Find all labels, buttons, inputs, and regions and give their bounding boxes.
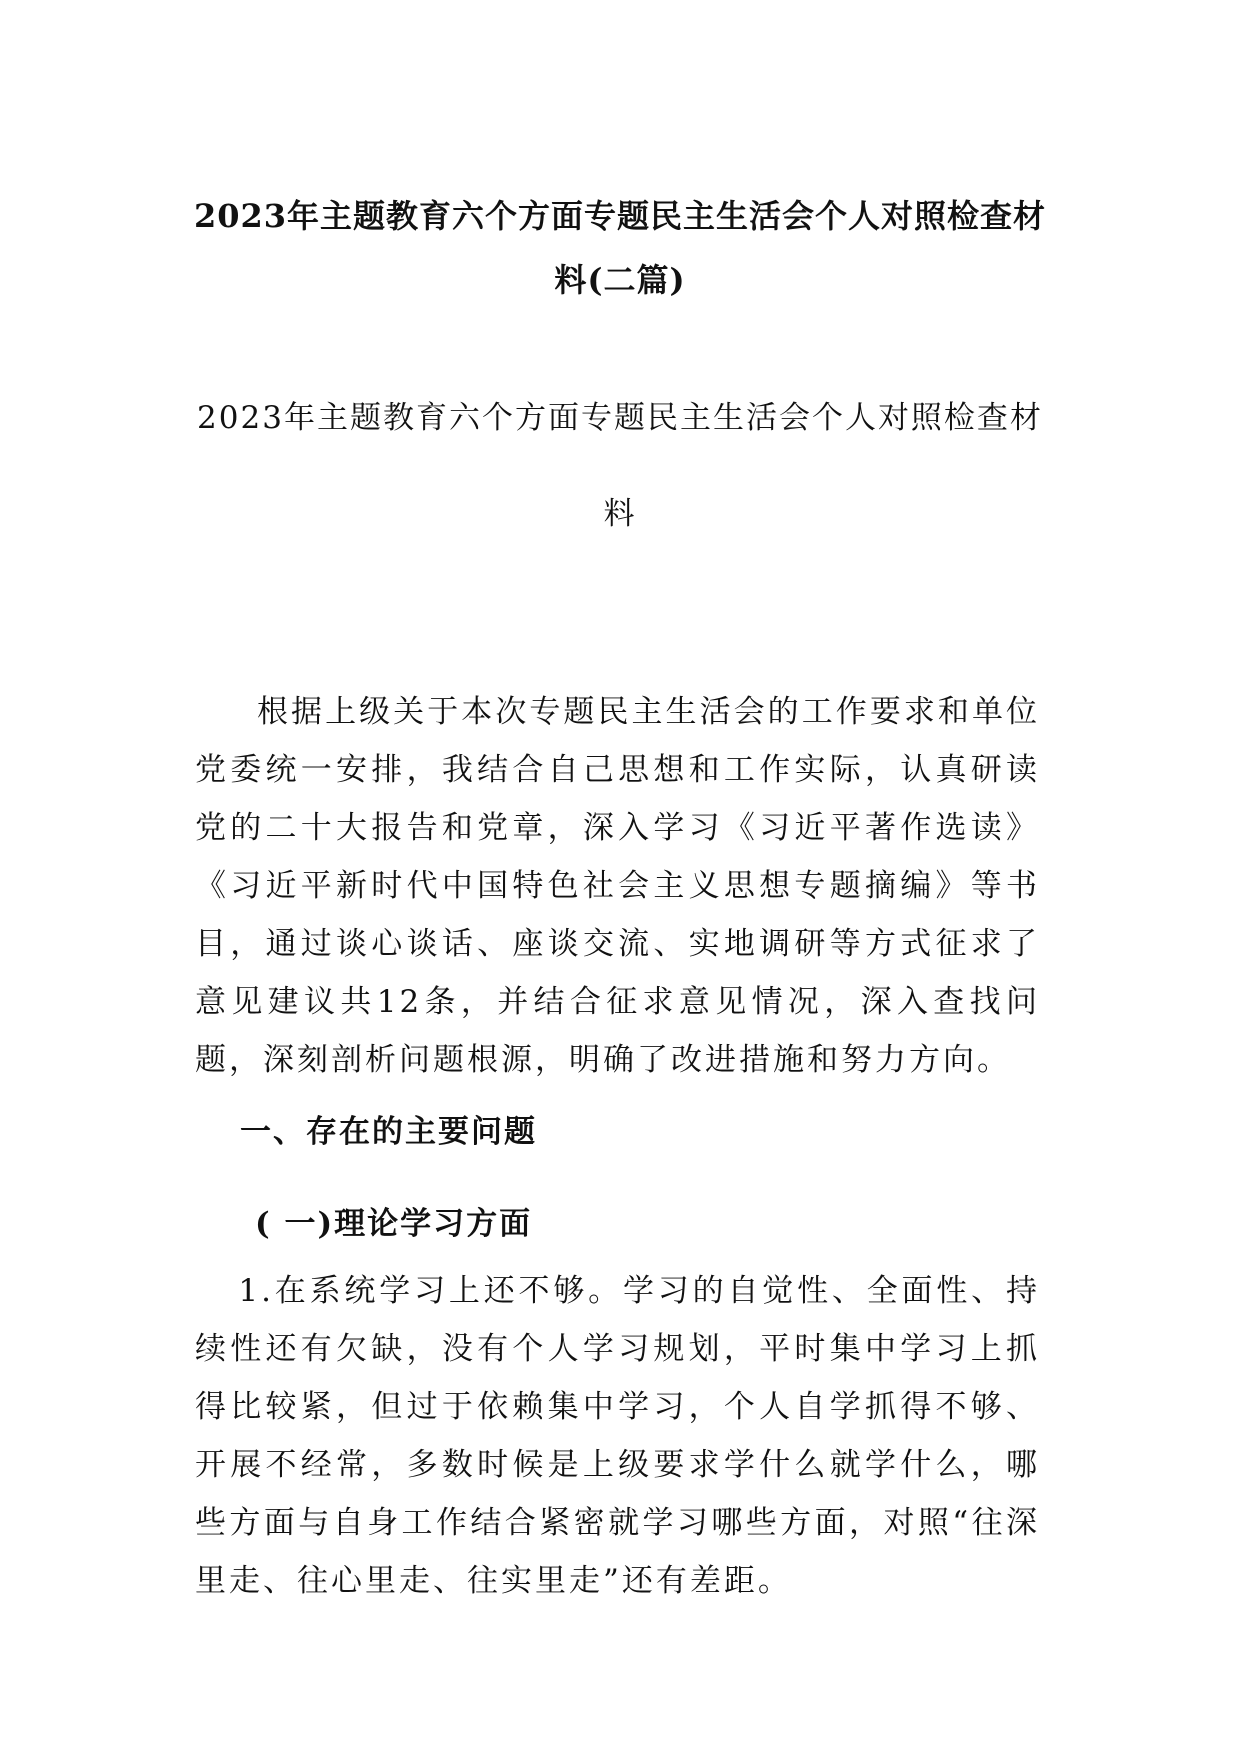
document-subtitle: 2023年主题教育六个方面专题民主生活会个人对照检查材料: [197, 400, 1043, 532]
subsection-heading: ( 一)理论学习方面: [255, 1206, 533, 1242]
section-heading: 一、存在的主要问题: [240, 1114, 537, 1150]
document-title: 2023年主题教育六个方面专题民主生活会个人对照检查材料(二篇): [193, 197, 1047, 299]
intro-paragraph: 根据上级关于本次专题民主生活会的工作要求和单位党委统一安排，我结合自己思想和工作实际，认真研读党的二十大报告和党章，深入学习《习近平著作选读》《习近平新时代中国特色社会主义思想专题摘编》等书目，通过谈心谈话、座谈交流、实地调研等方式征求了意见建议共12条，并结合征求意见情况，深入查找问题，深刻剖析问题根源，明确了改进措施和努力方向。: [195, 694, 1040, 1078]
item-paragraph: 1.在系统学习上还不够。学习的自觉性、全面性、持续性还有欠缺，没有个人学习规划，平时集中学习上抓得比较紧，但过于依赖集中学习，个人自学抓得不够、开展不经常，多数时候是上级要求学什么就学什么，哪些方面与自身工作结合紧密就学习哪些方面，对照“往深里走、往心里走、往实里走”还有差距。: [195, 1273, 1040, 1599]
